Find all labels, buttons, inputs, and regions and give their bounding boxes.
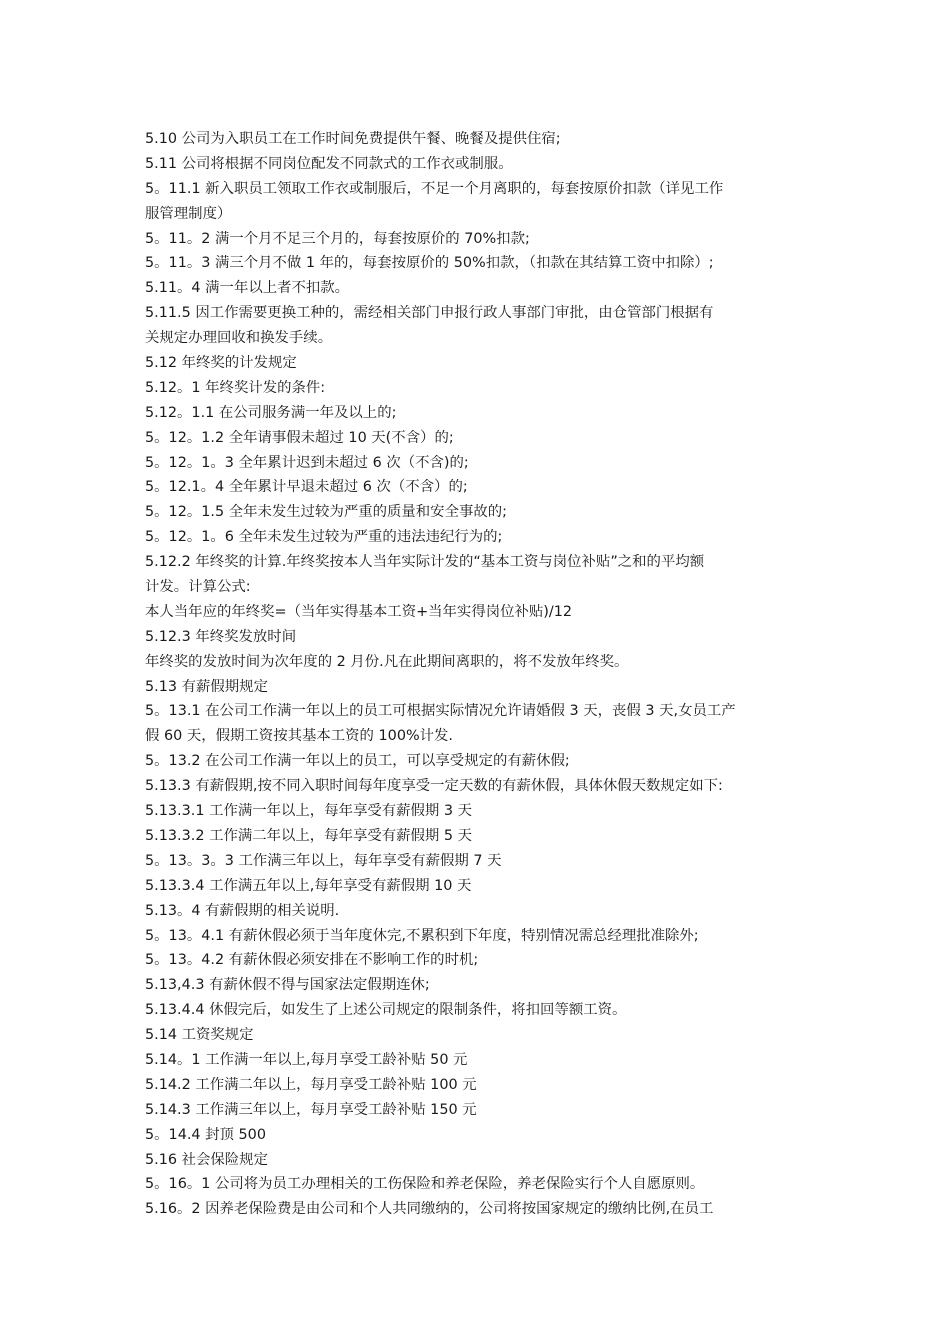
document-line: 5。12。1。6 全年未发生过较为严重的违法违纪行为的;: [145, 529, 503, 546]
document-line: 5.13,4.3 有薪休假不得与国家法定假期连休;: [145, 977, 430, 994]
document-line: 5。11.1 新入职员工领取工作衣或制服后，不足一个月离职的，每套按原价扣款（详见工作: [145, 180, 724, 197]
document-line: 服管理制度）: [145, 205, 232, 222]
document-line: 5.13.4.4 休假完后，如发生了上述公司规定的限制条件，将扣回等额工资。: [145, 1002, 627, 1019]
document-line: 5。16。1 公司将为员工办理相关的工伤保险和养老保险，养老保险实行个人自愿原则。: [145, 1176, 705, 1193]
document-line: 计发。计算公式:: [145, 579, 251, 596]
document-line: 5.14 工资奖规定: [145, 1027, 254, 1044]
document-line: 5.13.3 有薪假期,按不同入职时间每年度享受一定天数的有薪休假，具体休假天数规定如下:: [145, 778, 723, 795]
document-line: 5.16 社会保险规定: [145, 1151, 268, 1168]
document-line: 5.12.2 年终奖的计算.年终奖按本人当年实际计发的“基本工资与岗位补贴”之和的平均额: [145, 554, 705, 571]
document-line: 年终奖的发放时间为次年度的 2 月份.凡在此期间离职的，将不发放年终奖。: [145, 653, 629, 670]
document-line: 5。13。4.2 有薪休假必须安排在不影响工作的时机;: [145, 952, 479, 969]
document-line: 5.16。2 因养老保险费是由公司和个人共同缴纳的，公司将按国家规定的缴纳比例,在员工: [145, 1201, 714, 1218]
document-line: 5.11。4 满一年以上者不扣款。: [145, 280, 350, 297]
document-line: 5.12。1.1 在公司服务满一年及以上的;: [145, 404, 397, 421]
document-line: 5.12。1 年终奖计发的条件:: [145, 379, 326, 396]
document-line: 5.12.3 年终奖发放时间: [145, 628, 297, 645]
document-line: 5.14.3 工作满三年以上，每月享受工龄补贴 150 元: [145, 1101, 477, 1118]
document-line: 假 60 天，假期工资按其基本工资的 100%计发.: [145, 728, 454, 745]
document-line: 5.13.3.1 工作满一年以上，每年享受有薪假期 3 天: [145, 803, 473, 820]
document-line: 5。12。1.2 全年请事假未超过 10 天(不含）的;: [145, 429, 454, 446]
document-line: 5.11.5 因工作需要更换工种的，需经相关部门申报行政人事部门审批，由仓管部门根据有: [145, 305, 714, 322]
document-line: 5.14。1 工作满一年以上,每月享受工龄补贴 50 元: [145, 1051, 468, 1068]
document-line: 5。14.4 封顶 500: [145, 1126, 266, 1143]
document-line: 5.12 年终奖的计发规定: [145, 355, 297, 372]
document-line: 5。13.1 在公司工作满一年以上的员工可根据实际情况允许请婚假 3 天，丧假 3 天,女员工产: [145, 703, 736, 720]
document-line: 本人当年应的年终奖=（当年实得基本工资+当年实得岗位补贴)/12: [145, 603, 573, 620]
document-body: [145, 127, 810, 1222]
document-line: 5.13 有薪假期规定: [145, 678, 268, 695]
document-line: 5。12。1.5 全年未发生过较为严重的质量和安全事故的;: [145, 504, 507, 521]
document-line: 关规定办理回收和换发手续。: [145, 330, 333, 347]
document-line: 5.10 公司为入职员工在工作时间免费提供午餐、晚餐及提供住宿;: [145, 131, 561, 147]
document-line: 5.11 公司将根据不同岗位配发不同款式的工作衣或制服。: [145, 155, 513, 172]
document-line: 5。11。3 满三个月不做 1 年的，每套按原价的 50%扣款，（扣款在其结算工资中扣除）;: [145, 255, 714, 272]
document-line: 5.13。4 有薪假期的相关说明.: [145, 902, 340, 919]
document-line: 5。13.2 在公司工作满一年以上的员工，可以享受规定的有薪休假;: [145, 753, 570, 770]
document-line: 5.14.2 工作满二年以上，每月享受工龄补贴 100 元: [145, 1076, 477, 1093]
document-line: 5。13。3。3 工作满三年以上，每年享受有薪假期 7 天: [145, 852, 502, 869]
document-line: 5。12.1。4 全年累计早退未超过 6 次（不含）的;: [145, 479, 468, 496]
document-line: 5。11。2 满一个月不足三个月的，每套按原价的 70%扣款;: [145, 230, 530, 247]
document-line: 5。12。1。3 全年累计迟到未超过 6 次（不含)的;: [145, 454, 469, 471]
document-line: 5.13.3.2 工作满二年以上，每年享受有薪假期 5 天: [145, 827, 473, 844]
document-line: 5.13.3.4 工作满五年以上,每年享受有薪假期 10 天: [145, 877, 472, 894]
document-line: 5。13。4.1 有薪休假必须于当年度休完,不累积到下年度，特别情况需总经理批准除外;: [145, 927, 699, 944]
